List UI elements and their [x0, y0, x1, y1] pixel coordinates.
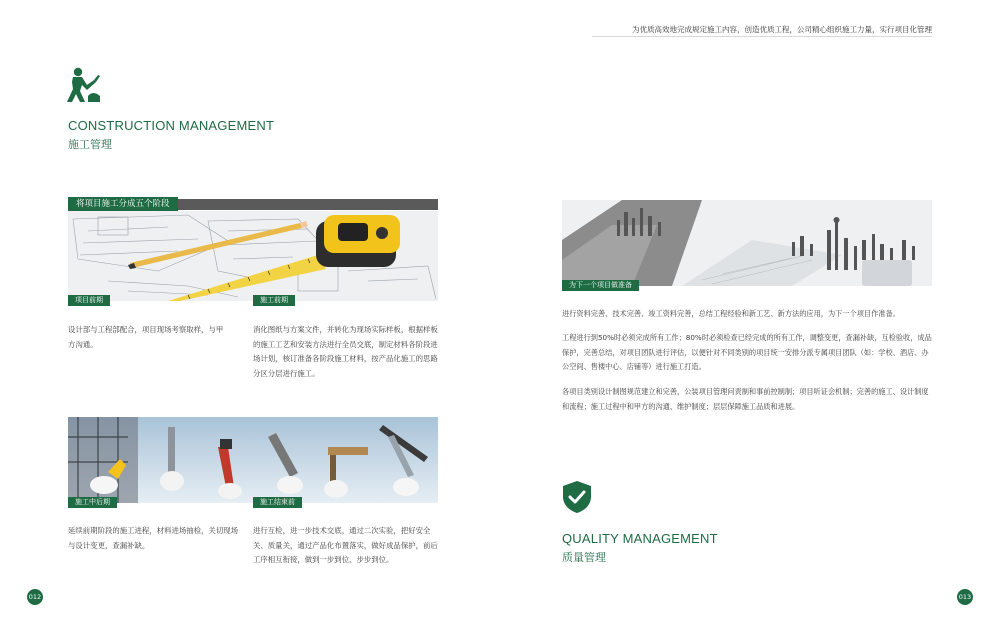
stages-title-label: 将项目施工分成五个阶段	[68, 197, 178, 211]
shield-check-icon	[562, 480, 592, 514]
stage-text-1: 设计部与工程部配合，项目现场考察取样，与甲方沟通。	[68, 325, 224, 349]
stage-text-4: 进行互检，进一步技术交底，通过二次实验，把好安全关、质量关，通过产品化布置落实，做好成品保护，前后工序相互衔接，做到一步到位、步步到位。	[253, 526, 438, 565]
next-project-paragraph-2: 工程进行到50%时必须完成所有工作；80%时必须检查已经完成的所有工作，调整变更，查漏补缺，互检验收，成品保护，完善总结，对项目团队进行评估，以便针对不同类别的项目统一安排分派专属项目团队（如：学校、酒店、办公空间、售楼中心、店铺等）进行施工打造。	[562, 333, 932, 372]
stage-label-4: 施工结束前	[253, 497, 302, 508]
stage-label-2: 施工前期	[253, 295, 295, 306]
stage-text-3: 延续前期阶段的施工进程，材料进场抽检，关切现场与设计变更，查漏补缺。	[68, 526, 238, 550]
next-project-paragraph-3: 各项目类别设计制图规范建立和完善，公装项目管理问责制和事前控制制；项目听证会机制；完善的施工、设计制度和流程；施工过程中和甲方的沟通、维护制度；层层保障施工品质和进展。	[562, 387, 929, 411]
stage-text-2: 消化图纸与方案文件，并转化为现场实际样板，根据样板的施工工艺和安装方法进行全员交底，制定材料各阶段进场计划，核订准备各阶段施工材料，按产品化施工的思路分区分层进行施工。	[253, 325, 438, 378]
page-number-left: 012	[27, 589, 43, 605]
worker-shovel-icon	[64, 66, 104, 104]
blueprint-tape-measure-pencil-photo	[68, 211, 438, 301]
stage-label-3: 施工中后期	[68, 497, 117, 508]
quality-title-cn: 质量管理	[562, 551, 606, 564]
next-project-label: 为下一个项目做准备	[562, 280, 639, 291]
gloved-hands-tools-photo	[68, 417, 438, 503]
header-slogan: 为优质高效地完成规定施工内容，创造优质工程，公司精心组织施工力量，实行项目化管理	[632, 25, 932, 34]
quality-title-en: QUALITY MANAGEMENT	[562, 531, 718, 546]
next-project-paragraph-1: 进行资料完善、技术完善、竣工资料完善，总结工程经验和新工艺、新方法的应用，为下一个项目作准备。	[562, 309, 900, 318]
construction-title-cn: 施工管理	[68, 138, 112, 151]
stage-label-1: 项目前期	[68, 295, 110, 306]
page-number-right: 013	[957, 589, 973, 605]
laptop-city-skyline-photo	[562, 200, 932, 286]
construction-title-en: CONSTRUCTION MANAGEMENT	[68, 118, 275, 133]
header-divider	[592, 36, 932, 37]
